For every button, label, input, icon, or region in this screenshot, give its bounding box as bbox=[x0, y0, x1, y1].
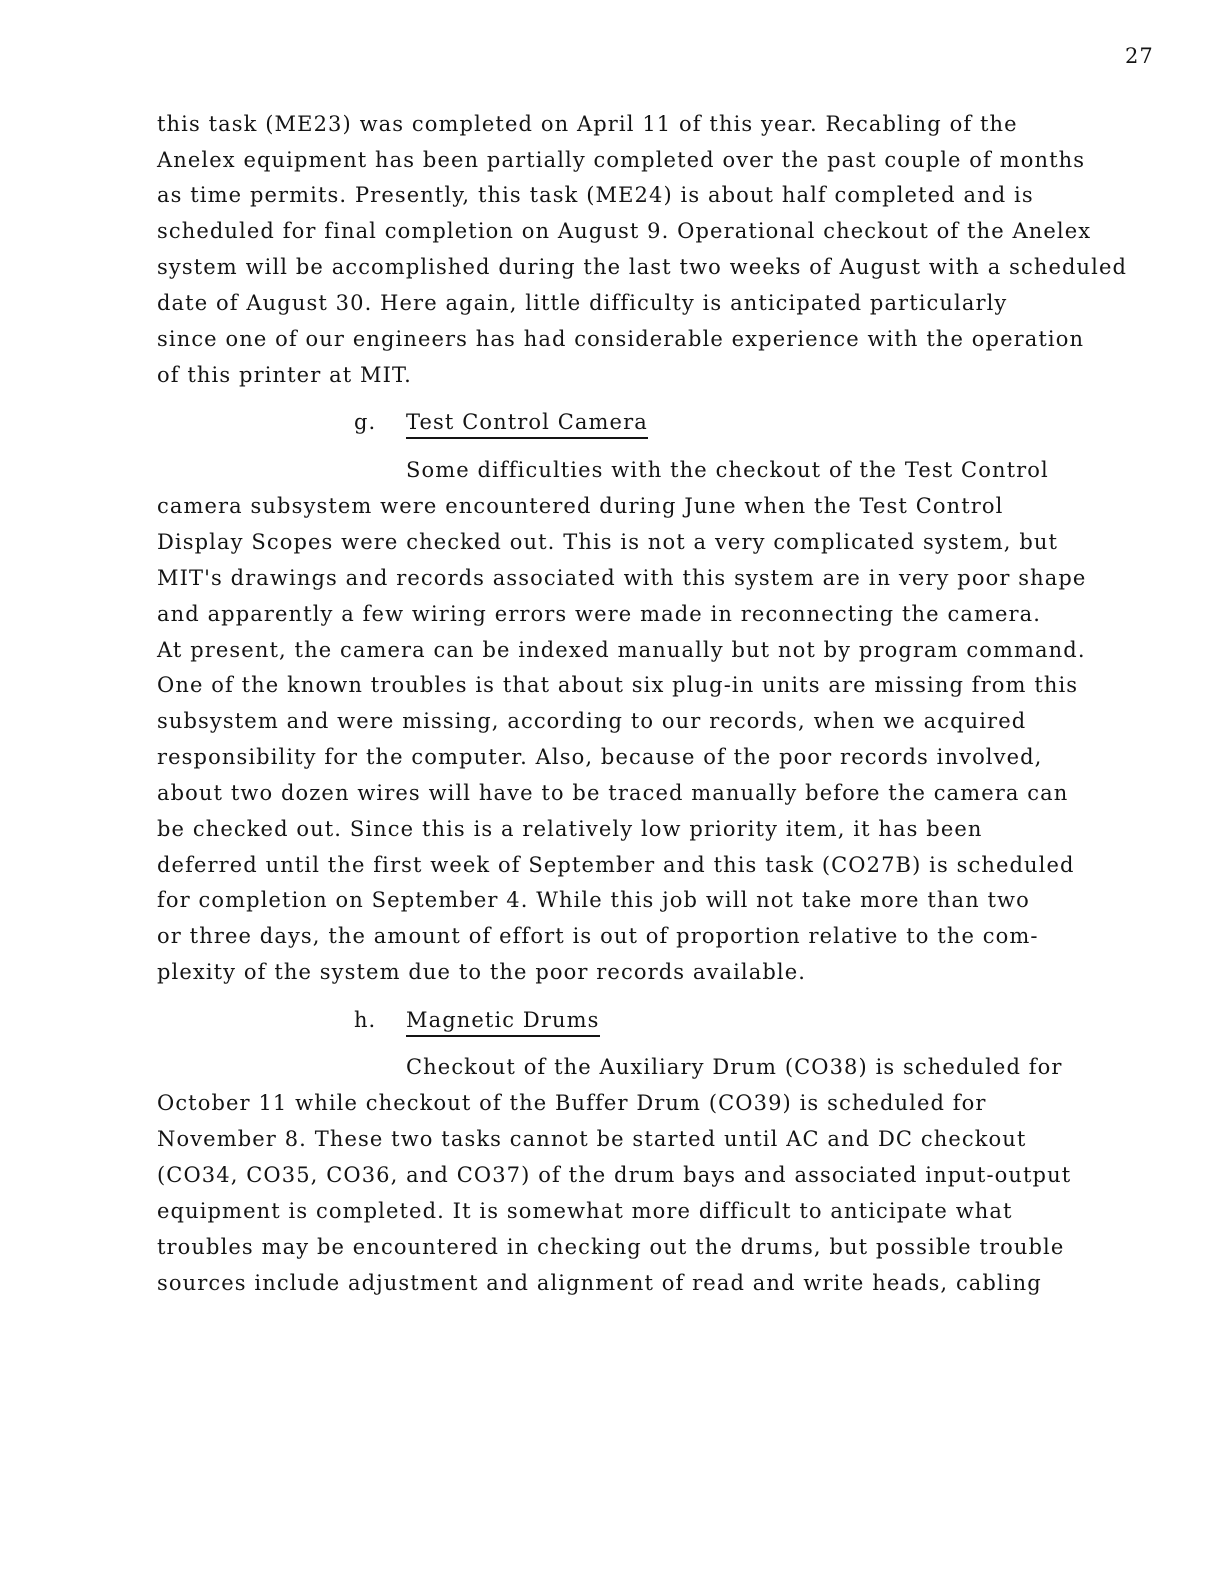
text-line: for completion on September 4. While this job will not take more than two bbox=[157, 888, 1030, 912]
text-line: (CO34, CO35, CO36, and CO37) of the drum bays and associated input-output bbox=[157, 1163, 1072, 1187]
text-line: be checked out. Since this is a relatively low priority item, it has been bbox=[157, 817, 983, 841]
text-line: camera subsystem were encountered during June when the Test Control bbox=[157, 494, 1004, 518]
text-line: October 11 while checkout of the Buffer Drum (CO39) is scheduled for bbox=[157, 1091, 987, 1115]
text-line: Checkout of the Auxiliary Drum (CO38) is scheduled for bbox=[406, 1055, 1063, 1079]
section-title: Magnetic Drums bbox=[406, 1007, 600, 1037]
text-line: sources include adjustment and alignment of read and write heads, cabling bbox=[157, 1271, 1042, 1295]
text-line: equipment is completed. It is somewhat more difficult to anticipate what bbox=[157, 1199, 1013, 1223]
section-letter: h. bbox=[354, 1008, 377, 1032]
text-line: scheduled for final completion on August 9. Operational checkout of the Anelex bbox=[157, 219, 1092, 243]
text-line: November 8. These two tasks cannot be started until AC and DC checkout bbox=[157, 1127, 1027, 1151]
text-line: of this printer at MIT. bbox=[157, 363, 412, 387]
text-line: deferred until the first week of September and this task (CO27B) is scheduled bbox=[157, 853, 1075, 877]
text-line: as time permits. Presently, this task (ME24) is about half completed and is bbox=[157, 183, 1034, 207]
text-line: plexity of the system due to the poor records available. bbox=[157, 960, 807, 984]
text-line: subsystem and were missing, according to our records, when we acquired bbox=[157, 709, 1027, 733]
text-line: troubles may be encountered in checking out the drums, but possible trouble bbox=[157, 1235, 1065, 1259]
text-line: or three days, the amount of effort is out of proportion relative to the com- bbox=[157, 924, 1039, 948]
text-line: this task (ME23) was completed on April 11 of this year. Recabling of the bbox=[157, 112, 1018, 136]
text-line: One of the known troubles is that about six plug-in units are missing from this bbox=[157, 673, 1079, 697]
text-line: At present, the camera can be indexed manually but not by program command. bbox=[157, 638, 1086, 662]
text-line: Display Scopes were checked out. This is not a very complicated system, but bbox=[157, 530, 1059, 554]
section-title: Test Control Camera bbox=[406, 409, 648, 439]
text-line: responsibility for the computer. Also, because of the poor records involved, bbox=[157, 745, 1043, 769]
section-letter: g. bbox=[354, 410, 377, 434]
text-line: and apparently a few wiring errors were made in reconnecting the camera. bbox=[157, 602, 1042, 626]
text-line: MIT's drawings and records associated with this system are in very poor shape bbox=[157, 566, 1087, 590]
text-line: system will be accomplished during the last two weeks of August with a scheduled bbox=[157, 255, 1128, 279]
page-number: 27 bbox=[1125, 44, 1154, 68]
text-line: date of August 30. Here again, little difficulty is anticipated particularly bbox=[157, 291, 1008, 315]
text-line: since one of our engineers has had considerable experience with the operation bbox=[157, 327, 1085, 351]
text-line: Some difficulties with the checkout of the Test Control bbox=[406, 458, 1049, 482]
text-line: Anelex equipment has been partially completed over the past couple of months bbox=[157, 148, 1086, 172]
text-line: about two dozen wires will have to be traced manually before the camera can bbox=[157, 781, 1069, 805]
